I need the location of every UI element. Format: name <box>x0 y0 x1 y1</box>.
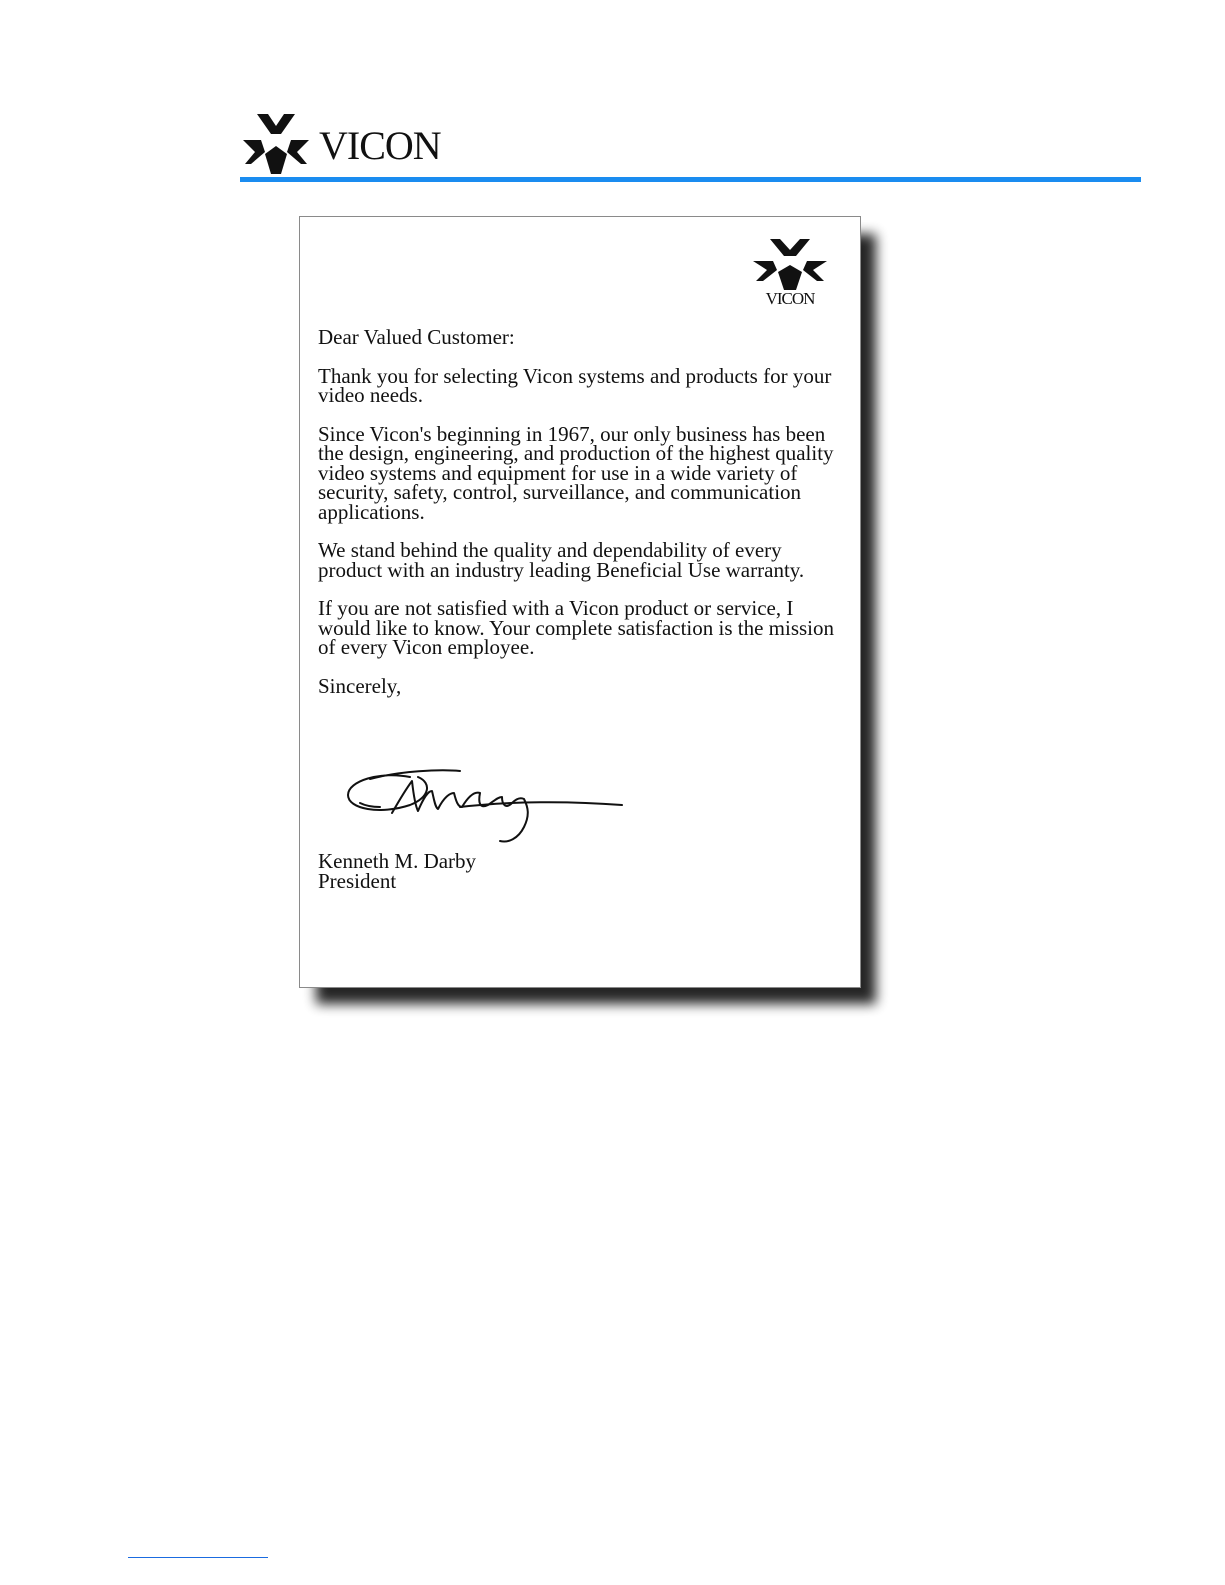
vicon-mark-icon <box>241 112 311 176</box>
header-logo-text: VICON <box>319 123 441 168</box>
signer-name: Kenneth M. Darby <box>318 849 477 873</box>
header-divider <box>240 177 1141 182</box>
handwritten-signature-icon <box>340 757 630 847</box>
letter-greeting: Dear Valued Customer: <box>318 325 515 349</box>
letter-paragraph: Since Vicon's beginning in 1967, our only business has been the design, engineering, and production of the highest quality video systems and equipment for use in a wide variety of security, safety, control, surveillance, and communication applications. <box>318 421 834 524</box>
signer-title: President <box>318 869 397 893</box>
letter-closing: Sincerely, <box>318 673 402 698</box>
letter-paragraph: We stand behind the quality and dependability of every product with an industry leading Beneficial Use warranty. <box>318 538 805 582</box>
letter-paragraph: Thank you for selecting Vicon systems and products for your video needs. <box>318 363 832 407</box>
footer-link-underline[interactable] <box>128 1557 268 1558</box>
letter-paragraph: If you are not satisfied with a Vicon product or service, I would like to know. Your complete satisfaction is the mission of every Vicon employee. <box>318 596 835 659</box>
letter-logo-text: VICON <box>765 289 815 308</box>
vicon-mark-icon <box>752 239 828 291</box>
signature-block <box>318 851 476 891</box>
letter-vicon-logo <box>750 239 830 311</box>
customer-letter <box>299 216 861 988</box>
letter-body <box>318 325 848 715</box>
header-vicon-logo <box>241 112 441 178</box>
